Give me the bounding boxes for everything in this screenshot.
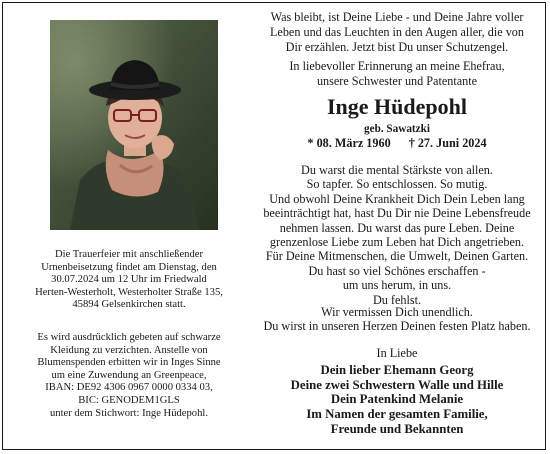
opening-poem xyxy=(250,10,544,55)
ceremony-line: Die Trauerfeier mit anschließender xyxy=(55,249,203,260)
mourner-line: Dein Patenkind Melanie xyxy=(330,392,464,407)
dedication-line: In liebevoller Erinnerung an meine Ehefrau, xyxy=(289,59,505,73)
donation-line: unter dem Stichwort: Inge Hüdepohl. xyxy=(50,407,208,419)
ceremony-line: 45894 Gelsenkirchen statt. xyxy=(72,299,186,311)
main-poem xyxy=(250,163,544,307)
donation-line: BIC: GENODEM1GLS xyxy=(78,394,180,406)
donation-info xyxy=(14,332,244,420)
poem-line: um uns herum, in uns. xyxy=(342,278,452,293)
mourners-list xyxy=(250,363,544,437)
life-dates xyxy=(250,136,544,151)
poem-line: Dir erzählen. Jetzt bist Du unser Schutzengel. xyxy=(285,40,509,54)
poem-line: So tapfer. So entschlossen. So mutig. xyxy=(306,177,488,192)
portrait-photo xyxy=(50,20,218,230)
poem-line: beeinträchtigt hat, hast Du Dir nie Deine Lebensfreude xyxy=(263,206,531,221)
poem-line: Du warst die mental Stärkste von allen. xyxy=(301,163,493,177)
ceremony-info xyxy=(14,249,244,312)
poem-line: Leben und das Leuchten in den Augen aller, die von xyxy=(269,25,524,39)
dedication-line: unsere Schwester und Patentante xyxy=(316,74,478,88)
ceremony-line: Urnenbeisetzung findet am Dienstag, den xyxy=(41,261,217,273)
birth-name: geb. Sawatzki xyxy=(364,123,430,135)
death-date: † 27. Juni 2024 xyxy=(408,136,487,150)
farewell-line: Wir vermissen Dich unendlich. xyxy=(321,305,473,319)
poem-line: Was bleibt, ist Deine Liebe - und Deine Jahre voller xyxy=(270,10,524,24)
mourner-line: Freunde und Bekannten xyxy=(330,421,464,436)
donation-line: um eine Zuwendung an Greenpeace, xyxy=(51,369,207,381)
donation-line: Kleidung zu verzichten. Anstelle von xyxy=(50,344,208,356)
donation-line: IBAN: DE92 4306 0967 0000 0334 03, xyxy=(45,382,213,394)
poem-line: Und obwohl Deine Krankheit Dich Dein Leben lang xyxy=(269,191,525,206)
mourner-line: Im Namen der gesamten Familie, xyxy=(306,407,488,422)
farewell-text xyxy=(250,305,544,334)
mourner-line: Dein lieber Ehemann Georg xyxy=(320,363,474,377)
farewell-line: Du wirst in unseren Herzen Deinen festen Platz haben. xyxy=(263,319,531,334)
poem-line: Für Deine Mitmenschen, die Umwelt, Deinen Garten. xyxy=(265,249,529,264)
poem-line: grenzenlose Liebe zum Leben hat Dich angetrieben. xyxy=(269,235,525,250)
memory-dedication xyxy=(250,59,544,89)
poem-line: Du fehlst. xyxy=(372,292,422,307)
deceased-name: Inge Hüdepohl xyxy=(327,94,467,119)
in-love-label: In Liebe xyxy=(376,346,418,360)
ceremony-line: Herten-Westerholt, Westerholter Straße 135, xyxy=(35,286,223,298)
mourner-line: Deine zwei Schwestern Walle und Hille xyxy=(290,377,504,392)
poem-line: Du hast so viel Schönes erschaffen - xyxy=(308,263,486,278)
donation-line: Es wird ausdrücklich gebeten auf schwarze xyxy=(37,332,221,343)
poem-line: nehmen lassen. Du warst das pure Leben. Deine xyxy=(279,220,515,235)
birth-date: * 08. März 1960 xyxy=(307,136,391,150)
ceremony-line: 30.07.2024 um 12 Uhr im Friedwald xyxy=(51,274,207,286)
donation-line: Blumenspenden erbitten wir in Inges Sinne xyxy=(37,357,221,369)
